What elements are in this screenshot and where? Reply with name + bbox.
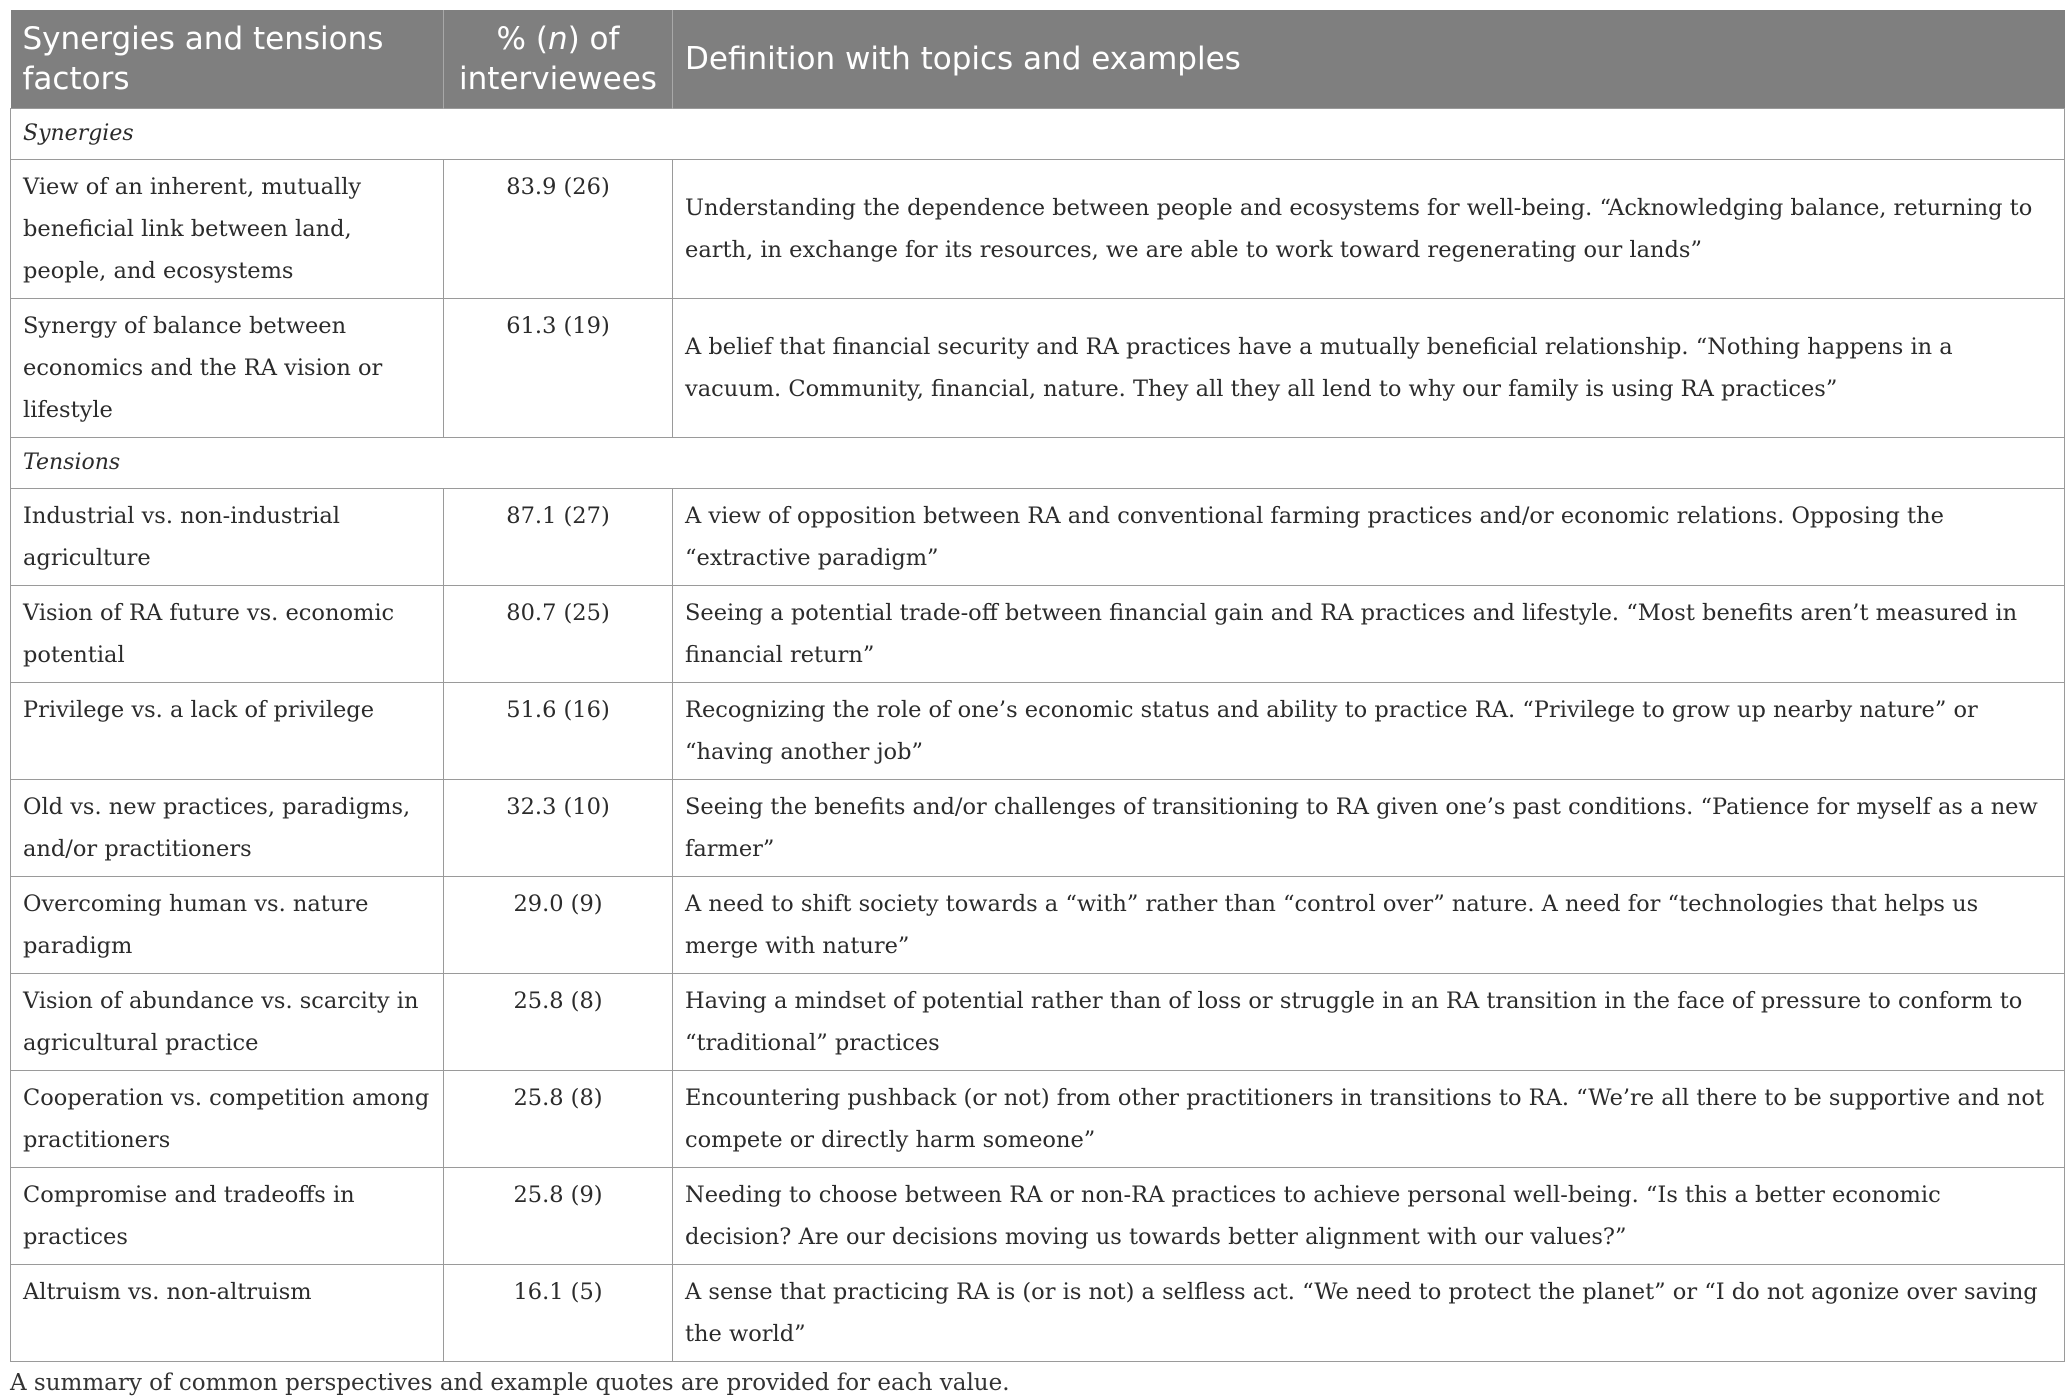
definition-cell: Seeing a potential trade-off between financial gain and RA practices and lifestyle. “Most benefits aren’t measured in financial return” xyxy=(673,586,2065,683)
section-label: Synergies xyxy=(11,109,2065,160)
definition-cell: Having a mindset of potential rather than of loss or struggle in an RA transition in the face of pressure to conform to “traditional” practices xyxy=(673,974,2065,1071)
table-row xyxy=(11,1168,2065,1265)
definition-cell: A sense that practicing RA is (or is not) a selfless act. “We need to protect the planet” or “I do not agonize over saving the world” xyxy=(673,1265,2065,1362)
percent-cell: 29.0 (9) xyxy=(444,877,673,974)
percent-cell: 87.1 (27) xyxy=(444,489,673,586)
table-container xyxy=(10,10,2064,1396)
percent-cell: 25.8 (8) xyxy=(444,974,673,1071)
percent-cell: 25.8 (8) xyxy=(444,1071,673,1168)
definition-cell: A view of opposition between RA and conventional farming practices and/or economic relations. Opposing the “extractive paradigm” xyxy=(673,489,2065,586)
factor-cell: Privilege vs. a lack of privilege xyxy=(11,683,444,780)
definition-cell: Seeing the benefits and/or challenges of transitioning to RA given one’s past conditions. “Patience for myself as a new farmer” xyxy=(673,780,2065,877)
definition-cell: A need to shift society towards a “with” rather than “control over” nature. A need for “technologies that helps us merge with nature” xyxy=(673,877,2065,974)
header-definition: Definition with topics and examples xyxy=(673,10,2065,109)
percent-cell: 80.7 (25) xyxy=(444,586,673,683)
table-row xyxy=(11,1071,2065,1168)
factor-cell: Altruism vs. non-altruism xyxy=(11,1265,444,1362)
table-row xyxy=(11,780,2065,877)
section-row-synergies xyxy=(11,109,2065,160)
factor-cell: Compromise and tradeoffs in practices xyxy=(11,1168,444,1265)
definition-cell: Encountering pushback (or not) from other practitioners in transitions to RA. “We’re all there to be supportive and not compete or directly harm someone” xyxy=(673,1071,2065,1168)
percent-cell: 25.8 (9) xyxy=(444,1168,673,1265)
factor-cell: Cooperation vs. competition among practitioners xyxy=(11,1071,444,1168)
table-header-row xyxy=(11,10,2065,109)
header-factors: Synergies and tensions factors xyxy=(11,10,444,109)
factor-cell: View of an inherent, mutually beneficial link between land, people, and ecosystems xyxy=(11,160,444,299)
definition-cell: Recognizing the role of one’s economic status and ability to practice RA. “Privilege to grow up nearby nature” or “having another job” xyxy=(673,683,2065,780)
header-percent: % (n) of interviewees xyxy=(444,10,673,109)
table-row xyxy=(11,489,2065,586)
definition-cell: Understanding the dependence between people and ecosystems for well-being. “Acknowledging balance, returning to earth, in exchange for its resources, we are able to work toward regenerating our lands” xyxy=(673,160,2065,299)
table-row xyxy=(11,974,2065,1071)
table-row xyxy=(11,877,2065,974)
table-footnote: A summary of common perspectives and example quotes are provided for each value. xyxy=(10,1370,1010,1396)
table-row xyxy=(11,683,2065,780)
table-row xyxy=(11,586,2065,683)
percent-cell: 51.6 (16) xyxy=(444,683,673,780)
factors-table xyxy=(10,10,2065,1362)
section-label: Tensions xyxy=(11,438,2065,489)
percent-cell: 61.3 (19) xyxy=(444,299,673,438)
percent-cell: 32.3 (10) xyxy=(444,780,673,877)
table-row xyxy=(11,299,2065,438)
factor-cell: Vision of RA future vs. economic potential xyxy=(11,586,444,683)
percent-cell: 83.9 (26) xyxy=(444,160,673,299)
factor-cell: Industrial vs. non-industrial agriculture xyxy=(11,489,444,586)
definition-cell: A belief that financial security and RA practices have a mutually beneficial relationship. “Nothing happens in a vacuum. Community, financial, nature. They all they all lend to why our family is using RA practices” xyxy=(673,299,2065,438)
table-row xyxy=(11,160,2065,299)
factor-cell: Old vs. new practices, paradigms, and/or practitioners xyxy=(11,780,444,877)
factor-cell: Synergy of balance between economics and the RA vision or lifestyle xyxy=(11,299,444,438)
factor-cell: Vision of abundance vs. scarcity in agricultural practice xyxy=(11,974,444,1071)
definition-cell: Needing to choose between RA or non-RA practices to achieve personal well-being. “Is this a better economic decision? Are our decisions moving us towards better alignment with our values?” xyxy=(673,1168,2065,1265)
section-row-tensions xyxy=(11,438,2065,489)
percent-cell: 16.1 (5) xyxy=(444,1265,673,1362)
table-row xyxy=(11,1265,2065,1362)
factor-cell: Overcoming human vs. nature paradigm xyxy=(11,877,444,974)
